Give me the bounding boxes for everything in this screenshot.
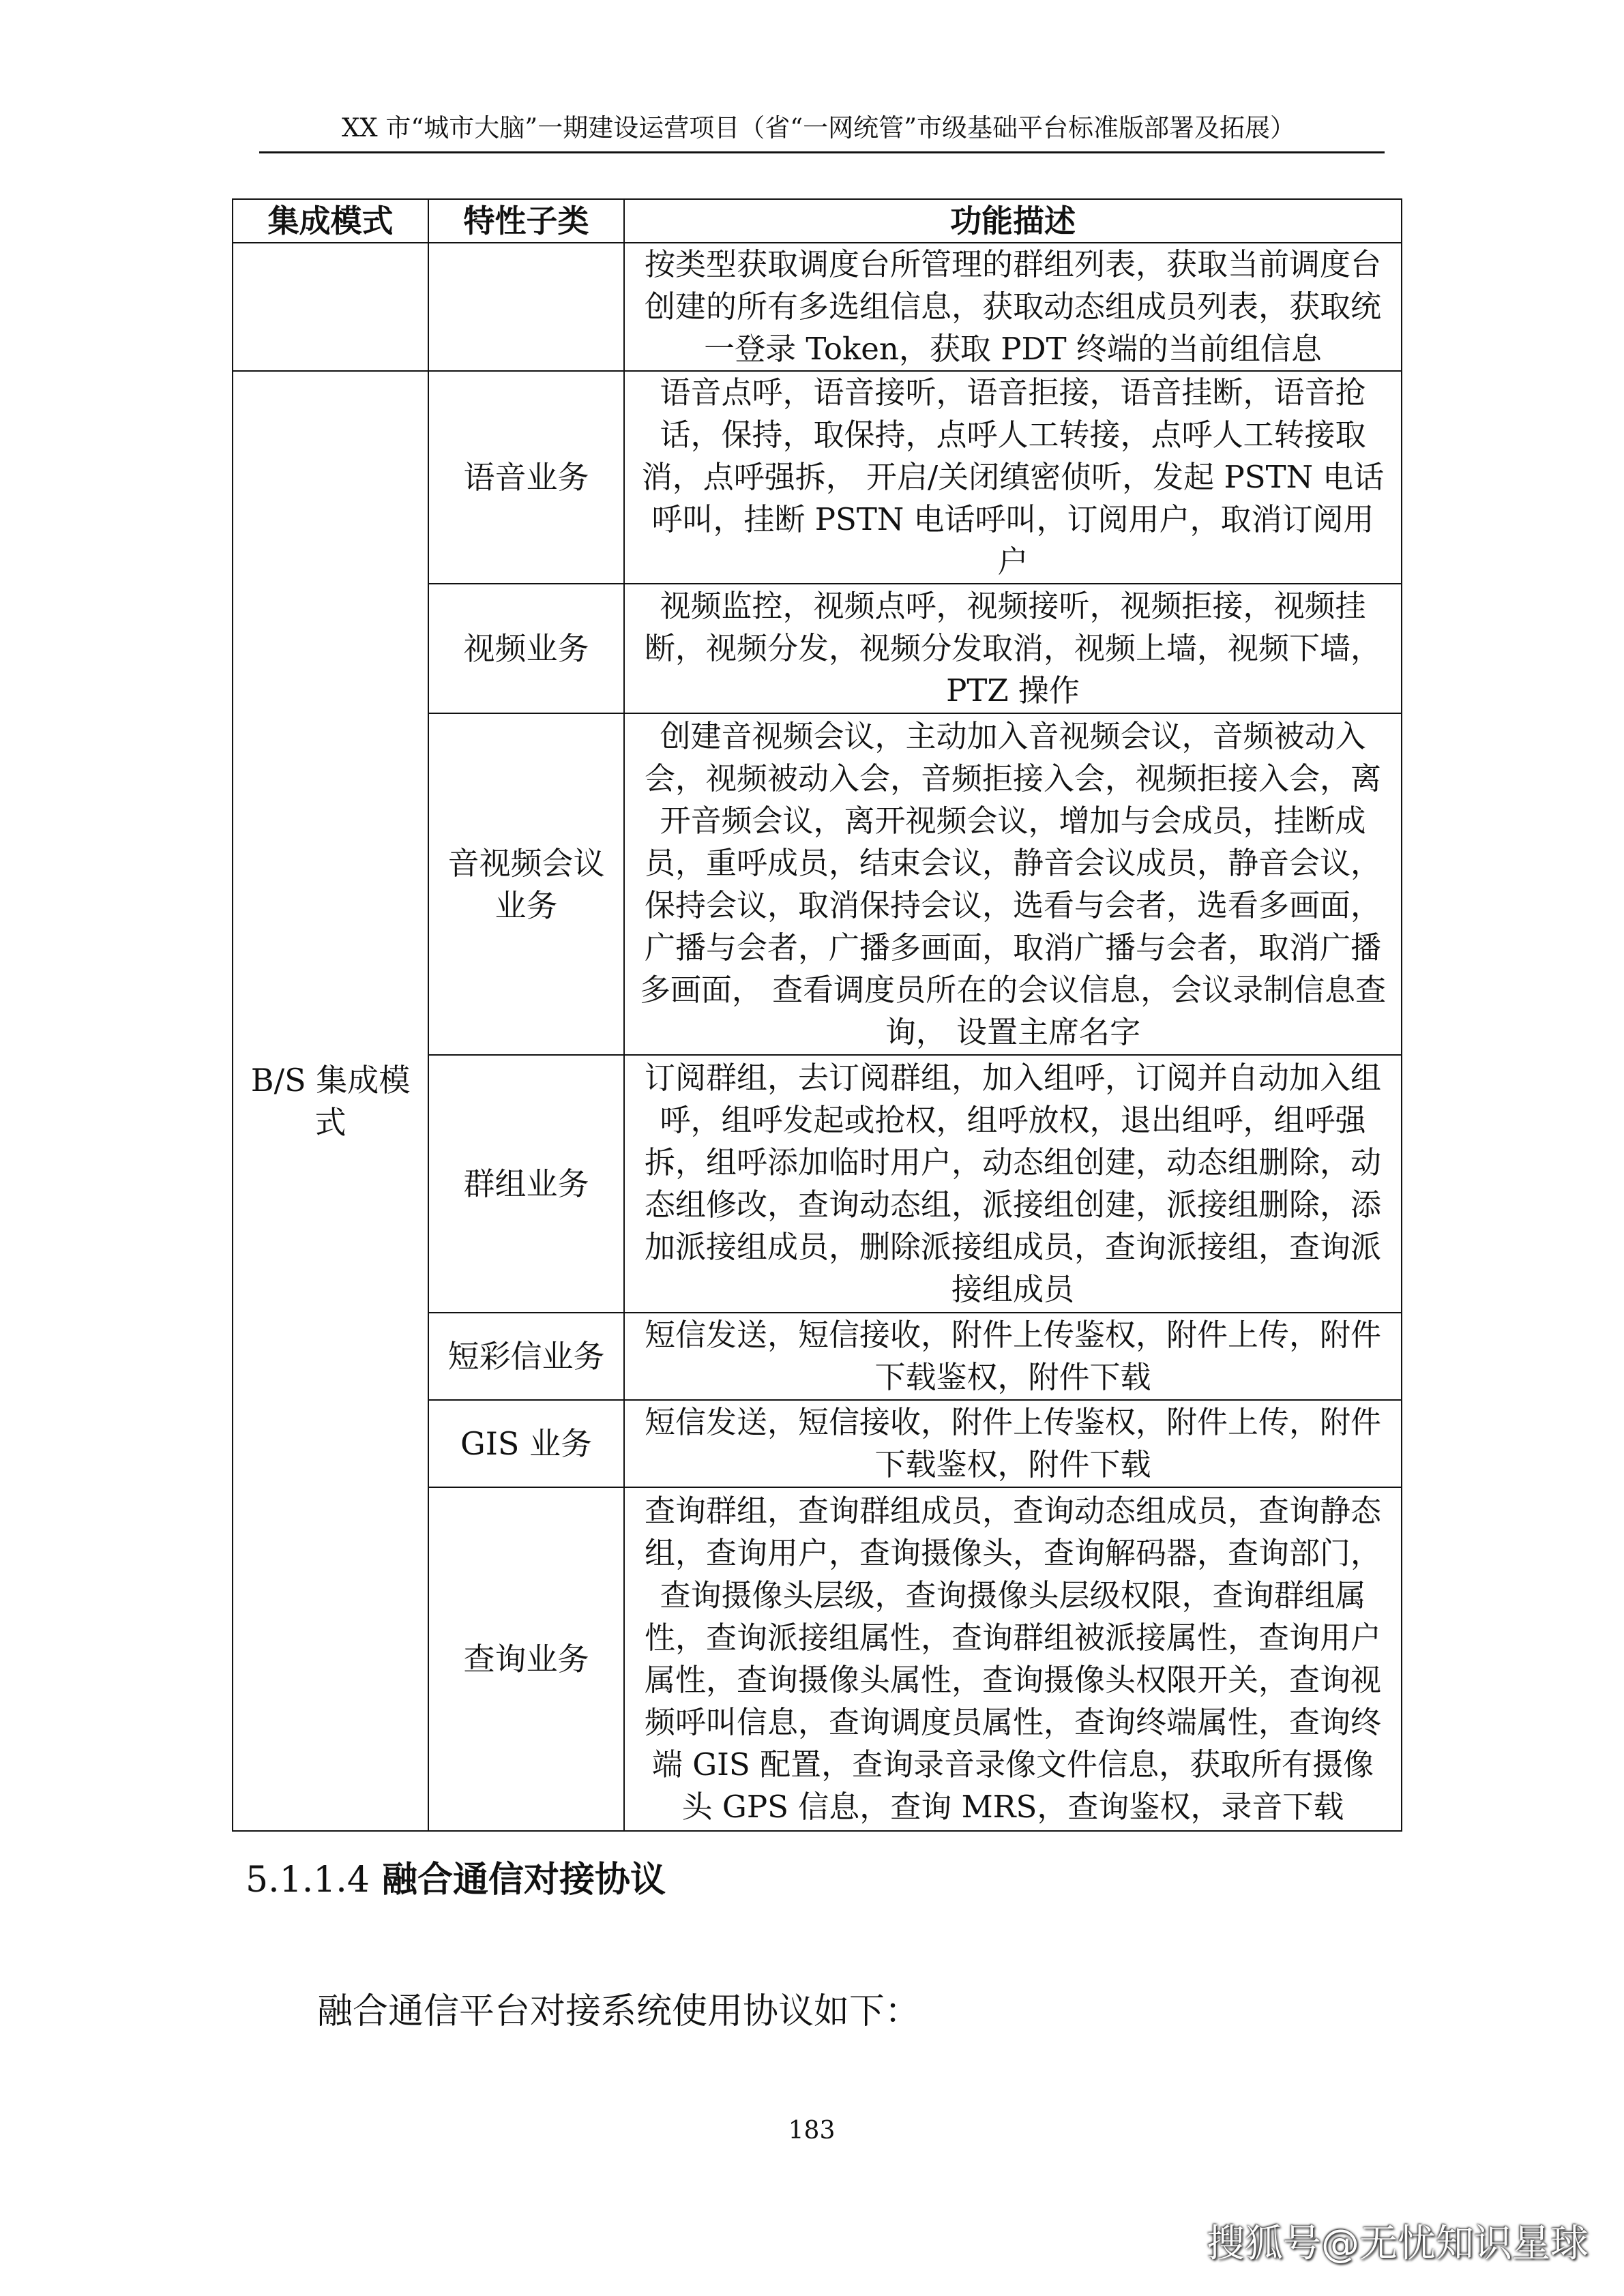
description-cell: 创建音视频会议，主动加入音视频会议，音频被动入会，视频被动入会，音频拒接入会，视频拒接入会，离开音频会议，离开视频会议，增加与会成员，挂断成员，重呼成员，结束会议，静音会议成员，静音会议，保持会议，取消保持会议，选看与会者，选看多画面，广播与会者，广播多画面，取消广播与会者，取消广播多画面， 查看调度员所在的会议信息，会议录制信息查询， 设置主席名字 <box>624 713 1402 1055</box>
column-header-mode: 集成模式 <box>233 199 428 243</box>
body-paragraph: 融合通信平台对接系统使用协议如下： <box>317 1991 921 2032</box>
description-cell: 语音点呼，语音接听，语音拒接，语音挂断，语音抢话，保持，取保持，点呼人工转接，点呼人工转接取消，点呼强拆， 开启/关闭缜密侦听，发起 PSTN 电话呼叫，挂断 PSTN 电话呼叫，订阅用户，取消订阅用户 <box>624 371 1402 584</box>
column-header-subtype: 特性子类 <box>428 199 624 243</box>
subtype-cell: 群组业务 <box>428 1055 624 1313</box>
section-heading <box>246 1856 666 1904</box>
page-number: 183 <box>788 2117 836 2145</box>
subtype-cell <box>428 243 624 371</box>
table-row <box>233 371 1402 584</box>
watermark: 搜狐号@无忧知识星球 <box>1207 2222 1589 2266</box>
table-row <box>233 243 1402 371</box>
header-rule <box>259 151 1385 153</box>
description-cell: 订阅群组，去订阅群组，加入组呼，订阅并自动加入组呼，组呼发起或抢权，组呼放权，退出组呼，组呼强拆，组呼添加临时用户，动态组创建，动态组删除，动态组修改，查询动态组，派接组创建，派接组删除，添加派接组成员，删除派接组成员，查询派接组，查询派接组成员 <box>624 1055 1402 1313</box>
description-cell: 视频监控，视频点呼，视频接听，视频拒接，视频挂断，视频分发，视频分发取消，视频上墙，视频下墙，PTZ 操作 <box>624 584 1402 713</box>
subtype-cell: 短彩信业务 <box>428 1313 624 1400</box>
subtype-cell: GIS 业务 <box>428 1400 624 1487</box>
subtype-cell: 语音业务 <box>428 371 624 584</box>
description-cell: 按类型获取调度台所管理的群组列表，获取当前调度台创建的所有多选组信息，获取动态组成员列表，获取统一登录 Token，获取 PDT 终端的当前组信息 <box>624 243 1402 371</box>
subtype-cell: 查询业务 <box>428 1487 624 1831</box>
section-number: 5.1.1.4 <box>246 1860 370 1900</box>
table-header-row <box>233 199 1402 243</box>
subtype-cell: 视频业务 <box>428 584 624 713</box>
description-cell: 短信发送，短信接收，附件上传鉴权，附件上传，附件下载鉴权，附件下载 <box>624 1313 1402 1400</box>
running-header: XX 市“城市大脑”一期建设运营项目（省“一网统管”市级基础平台标准版部署及拓展） <box>341 113 1296 143</box>
mode-cell-bs: B/S 集成模式 <box>233 371 428 1831</box>
subtype-cell: 音视频会议业务 <box>428 713 624 1055</box>
integration-feature-table <box>232 198 1402 1832</box>
column-header-description: 功能描述 <box>624 199 1402 243</box>
mode-cell <box>233 243 428 371</box>
section-title: 融合通信对接协议 <box>382 1860 666 1900</box>
description-cell: 短信发送，短信接收，附件上传鉴权，附件上传，附件下载鉴权，附件下载 <box>624 1400 1402 1487</box>
description-cell: 查询群组，查询群组成员，查询动态组成员，查询静态组，查询用户，查询摄像头，查询解码器，查询部门，查询摄像头层级，查询摄像头层级权限，查询群组属性，查询派接组属性，查询群组被派接属性，查询用户属性，查询摄像头属性，查询摄像头权限开关，查询视频呼叫信息，查询调度员属性，查询终端属性，查询终端 GIS 配置，查询录音录像文件信息，获取所有摄像头 GPS 信息，查询 MRS，查询鉴权，录音下载 <box>624 1487 1402 1831</box>
